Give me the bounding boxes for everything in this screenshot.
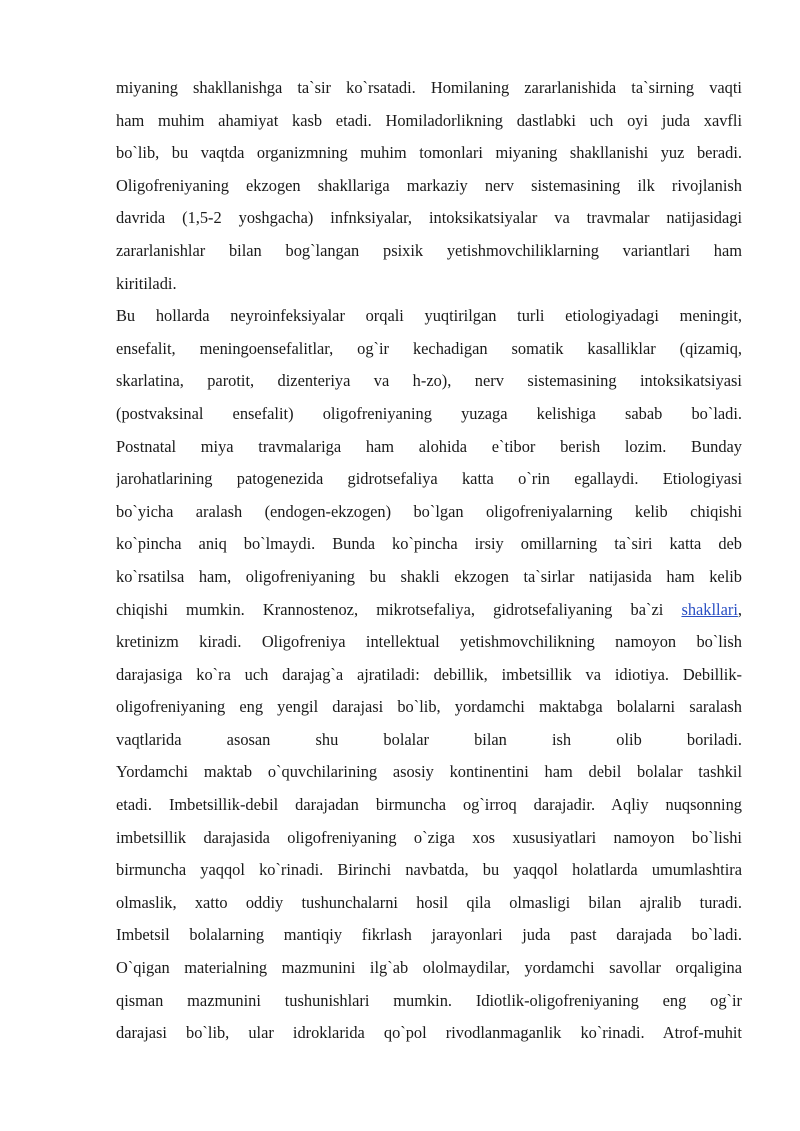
text-line: jarohatlarining patogenezida gidrotsefaliya katta o`rin egallaydi. Etiologiyasi <box>116 469 742 489</box>
text-line: qisman mazmunini tushunishlari mumkin. Idiotlik-oligofreniyaning eng og`ir <box>116 990 742 1010</box>
text-line: skarlatina, parotit, dizenteriya va h-zo), nerv sistemasining intoksikatsiyasi <box>116 371 742 391</box>
text-line: Oligofreniyaning ekzogen shakllariga markaziy nerv sistemasining ilk rivojlanish <box>116 175 742 195</box>
text-line: bo`lib, bu vaqtda organizmning muhim tomonlari miyaning shakllanishi yuz beradi. <box>116 143 742 163</box>
text-line: birmuncha yaqqol ko`rinadi. Birinchi navbatda, bu yaqqol holatlarda umumlashtira <box>116 860 742 880</box>
text-line: etadi. Imbetsillik-debil darajadan birmuncha og`irroq darajadir. Aqliy nuqsonning <box>116 795 742 815</box>
text-line: darajasi bo`lib, ular idroklarida qo`pol rivodlanmaganlik ko`rinadi. Atrof-muhit <box>116 1023 742 1043</box>
text-line: darajasiga ko`ra uch darajag`a ajratiladi: debillik, imbetsillik va idiotiya. Debillik- <box>116 664 742 684</box>
text-line: miyaning shakllanishga ta`sir ko`rsatadi. Homilaning zararlanishida ta`sirning vaqti <box>116 78 742 97</box>
text-line: Postnatal miya travmalariga ham alohida e`tibor berish lozim. Bunday <box>116 436 742 456</box>
paragraph-end-line: kiritiladi. <box>116 273 177 293</box>
text-line: ham muhim ahamiyat kasb etadi. Homiladorlikning dastlabki uch oyi juda xavfli <box>116 110 742 130</box>
text-line: vaqtlarida asosan shu bolalar bilan ish olib boriladi. <box>116 729 742 749</box>
text-line: ko`rsatilsa ham, oligofreniyaning bu shakli ekzogen ta`sirlar natijasida ham kelib <box>116 566 742 586</box>
text-line: olmaslik, xatto oddiy tushunchalarni hosil qila olmasligi bilan ajralib turadi. <box>116 892 742 912</box>
text-line-with-link <box>116 594 742 627</box>
text-segment: chiqishi mumkin. Krannostenoz, mikrotsefaliya, gidrotsefaliyaning ba`zi <box>116 599 682 619</box>
text-line: O`qigan materialning mazmunini ilg`ab ololmaydilar, yordamchi savollar orqaligina <box>116 958 742 978</box>
text-line: davrida (1,5-2 yoshgacha) infnksiyalar, intoksikatsiyalar va travmalar natijasidagi <box>116 208 742 228</box>
text-segment: , <box>737 599 742 619</box>
text-line: imbetsillik darajasida oligofreniyaning o`ziga xos xususiyatlari namoyon bo`lishi <box>116 827 742 847</box>
text-line: oligofreniyaning eng yengil darajasi bo`lib, yordamchi maktabga bolalarni saralash <box>116 697 742 717</box>
text-line: ko`pincha aniq bo`lmaydi. Bunda ko`pincha irsiy omillarning ta`siri katta deb <box>116 534 742 554</box>
text-line: kretinizm kiradi. Oligofreniya intellektual yetishmovchilikning namoyon bo`lish <box>116 632 742 652</box>
document-body <box>116 72 742 1050</box>
text-line: zararlanishlar bilan bog`langan psixik yetishmovchiliklarning variantlari ham <box>116 240 742 260</box>
text-line: ensefalit, meningoensefalitlar, og`ir kechadigan somatik kasalliklar (qizamiq, <box>116 338 742 358</box>
text-line: Imbetsil bolalarning mantiqiy fikrlash jarayonlari juda past darajada bo`ladi. <box>116 925 742 945</box>
text-line: bo`yicha aralash (endogen-ekzogen) bo`lgan oligofreniyalarning kelib chiqishi <box>116 501 742 521</box>
shakllari-link[interactable]: shakllari <box>681 599 738 619</box>
text-line: Bu hollarda neyroinfeksiyalar orqali yuqtirilgan turli etiologiyadagi meningit, <box>116 306 742 326</box>
text-line: Yordamchi maktab o`quvchilarining asosiy kontinentini ham debil bolalar tashkil <box>116 762 742 782</box>
text-line: (postvaksinal ensefalit) oligofreniyaning yuzaga kelishiga sabab bo`ladi. <box>116 403 742 423</box>
